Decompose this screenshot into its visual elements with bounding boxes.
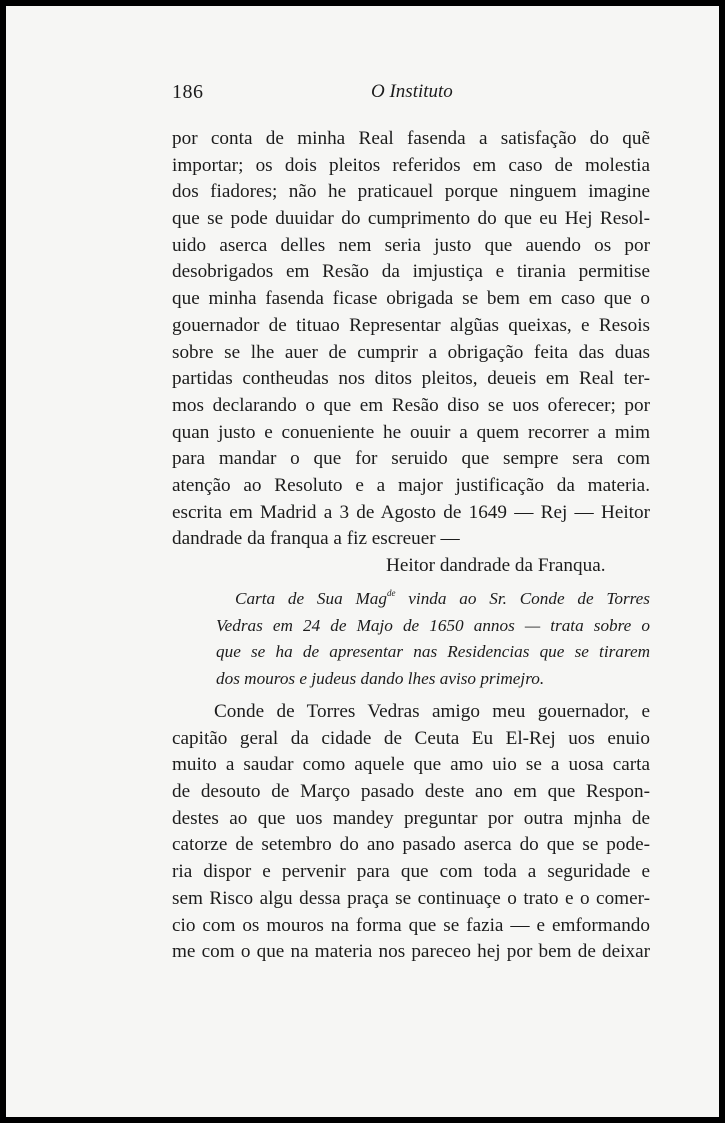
- heading-text: vinda ao Sr. Conde de Torres: [395, 589, 650, 608]
- text-line: partidas contheudas nos ditos pleitos, deueis em Real ter-: [172, 368, 650, 390]
- text-line: muito a saudar como aquele que amo uio se a uosa carta: [172, 754, 650, 776]
- text-line: importar; os dois pleitos referidos em caso de molestia: [172, 154, 650, 176]
- text-line: capitão geral da cidade de Ceuta Eu El-Rej uos enuio: [172, 727, 650, 749]
- text-line: me com o que na materia nos pareceo hej por bem de deixar: [172, 941, 650, 963]
- running-title: O Instituto: [371, 81, 453, 102]
- heading-line: [216, 586, 650, 613]
- text-line: Conde de Torres Vedras amigo meu gouernador, e: [214, 701, 650, 722]
- heading-superscript: de: [387, 588, 396, 598]
- paragraph-1: [172, 126, 650, 580]
- text-line: que se pode duuidar do cumprimento do que eu Hej Resol-: [172, 208, 650, 230]
- text-line: mos declarando o que em Resão diso se uos oferecer; por: [172, 394, 650, 416]
- text-line: dandrade da franqua a fiz escreuer —: [172, 528, 460, 550]
- text-line: uido aserca delles nem seria justo que auendo os por: [172, 234, 650, 256]
- text-line: dos fiadores; não he praticauel porque ninguem imagine: [172, 181, 650, 203]
- text-line: sem Risco algu dessa praça se continuaçe o trato e o comer-: [172, 887, 650, 909]
- heading-line: dos mouros e judeus dando lhes aviso primejro.: [216, 668, 545, 688]
- document-page: [6, 6, 719, 1117]
- text-line: quan justo e conueniente he ouuir a quem recorrer a mim: [172, 421, 650, 443]
- text-line: atenção ao Resoluto e a major justificação da materia.: [172, 474, 650, 496]
- page-number: 186: [172, 81, 204, 103]
- text-line: gouernador de tituao Representar algũas queixas, e Resois: [172, 314, 650, 336]
- signature: Heitor dandrade da Franqua.: [386, 555, 606, 576]
- heading-line: Vedras em 24 de Majo de 1650 annos — trata sobre o: [216, 615, 650, 635]
- text-line: por conta de minha Real fasenda a satisfação do quẽ: [172, 128, 650, 149]
- text-line: cio com os mouros na forma que se fazia — e emformando: [172, 914, 650, 936]
- text-line: destes ao que uos mandey preguntar por outra mjnha de: [172, 807, 650, 829]
- paragraph-2: [172, 699, 650, 966]
- text-line: ria dispor e pervenir para que com toda a seguridade e: [172, 861, 650, 883]
- page-header: [6, 6, 719, 36]
- text-line: desobrigados em Resão da imjustiça e tirania permitise: [172, 261, 650, 283]
- heading-line: que se ha de apresentar nas Residencias que se tirarem: [216, 642, 650, 662]
- text-line: escrita em Madrid a 3 de Agosto de 1649 — Rej — Heitor: [172, 501, 650, 523]
- text-line: catorze de setembro do ano pasado aserca do que se pode-: [172, 834, 650, 856]
- heading-text: Carta de Sua Mag: [235, 589, 387, 608]
- text-line: para mandar o que for seruido que sempre sera com: [172, 448, 650, 470]
- text-line: sobre se lhe auer de cumprir a obrigação feita das duas: [172, 341, 650, 363]
- text-line: de desouto de Março pasado deste ano em que Respon-: [172, 781, 650, 803]
- letter-heading: [216, 586, 650, 692]
- text-line: que minha fasenda ficase obrigada se bem em caso que o: [172, 288, 650, 310]
